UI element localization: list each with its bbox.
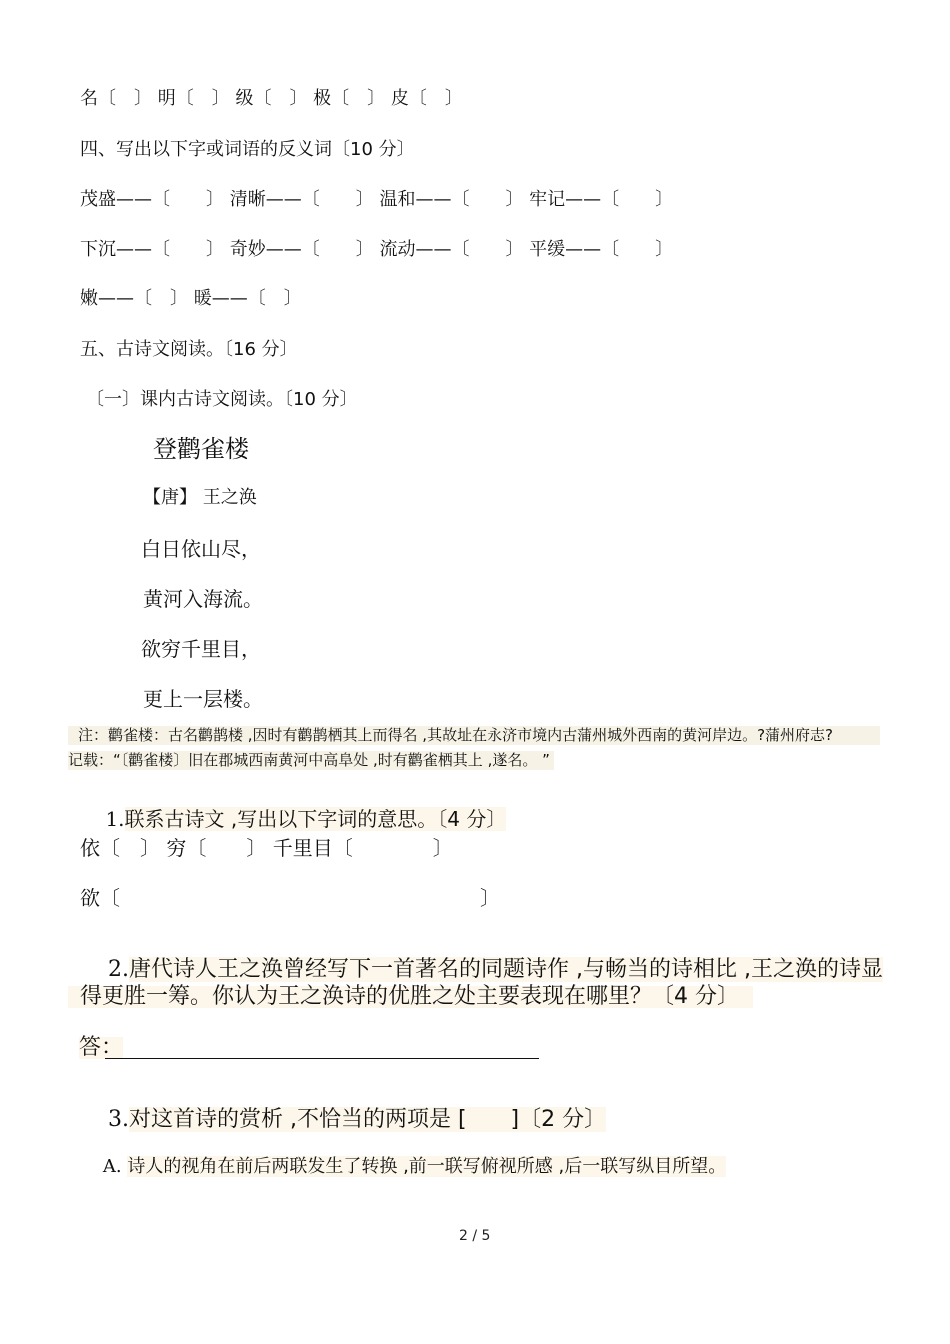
section-5-title: 五、古诗文阅读。〔16 分〕 [80, 339, 298, 360]
question-1-items-row-2: 欲〔 〕 [80, 886, 500, 910]
question-2-number: 2. [107, 957, 129, 982]
poem-line-3: 欲穷千里目， [141, 637, 261, 661]
subsection-1-title: 〔一〕课内古诗文阅读。〔10 分〕 [86, 389, 358, 410]
poem-line-4: 更上一层楼。 [143, 687, 263, 711]
option-a-text: 诗人的视角在前后两联发生了转换 ,前一联写俯视所感 ,后一联写纵目所望。 [127, 1156, 727, 1177]
character-fill-row: 名〔 〕 明〔 〕 级〔 〕 极〔 〕 皮〔 〕 [80, 88, 463, 109]
question-1-items-row-1: 依〔 〕 穷〔 〕 千里目〔 〕 [80, 836, 453, 860]
question-1-text: 联系古诗文 ,写出以下字词的意思。〔4 分〕 [124, 807, 507, 831]
antonyms-row-1: 茂盛——〔 〕 清晰——〔 〕 温和——〔 〕 牢记——〔 〕 [80, 189, 674, 210]
question-2-line-2: 得更胜一筹。你认为王之涣诗的优胜之处主要表现在哪里？〔4 分〕 [68, 986, 753, 1008]
question-3-number: 3. [107, 1107, 129, 1132]
question-1-number: 1. [105, 807, 125, 831]
antonyms-row-2: 下沉——〔 〕 奇妙——〔 〕 流动——〔 〕 平缓——〔 〕 [80, 239, 674, 260]
poem-author: 【唐】 王之涣 [143, 487, 257, 508]
poem-title: 登鹳雀楼 [153, 435, 249, 463]
note-line-2: 记载：“〔鹳雀楼〕旧在郡城西南黄河中高阜处 ,时有鹳雀栖其上 ,遂名。 ” [68, 751, 554, 770]
note-line-1: 注：鹳雀楼：古名鹳鹊楼 ,因时有鹳鹊栖其上而得名 ,其故址在永济市境内古蒲州城外西南的黄河岸边。?蒲州府志? [68, 726, 880, 745]
antonyms-row-3: 嫩——〔 〕 暖——〔 〕 [80, 288, 302, 309]
answer-blank-line[interactable] [105, 1058, 539, 1059]
section-4-title: 四、写出以下字或词语的反义词〔10 分〕 [80, 139, 415, 160]
question-2-text-line-1: 唐代诗人王之涣曾经写下一首著名的同题诗作 ,与畅当的诗相比 ,王之涣的诗显 [128, 957, 883, 982]
option-a [80, 1140, 726, 1194]
poem-line-1: 白日依山尽， [141, 537, 261, 561]
option-a-label: A. [102, 1156, 122, 1177]
page-number: 2 / 5 [459, 1228, 491, 1244]
question-3-text: 对这首诗的赏析 ,不恰当的两项是 [ ]〔2 分〕 [128, 1107, 607, 1132]
answer-label: 答： [79, 1035, 124, 1060]
poem-line-2: 黄河入海流。 [143, 587, 263, 611]
